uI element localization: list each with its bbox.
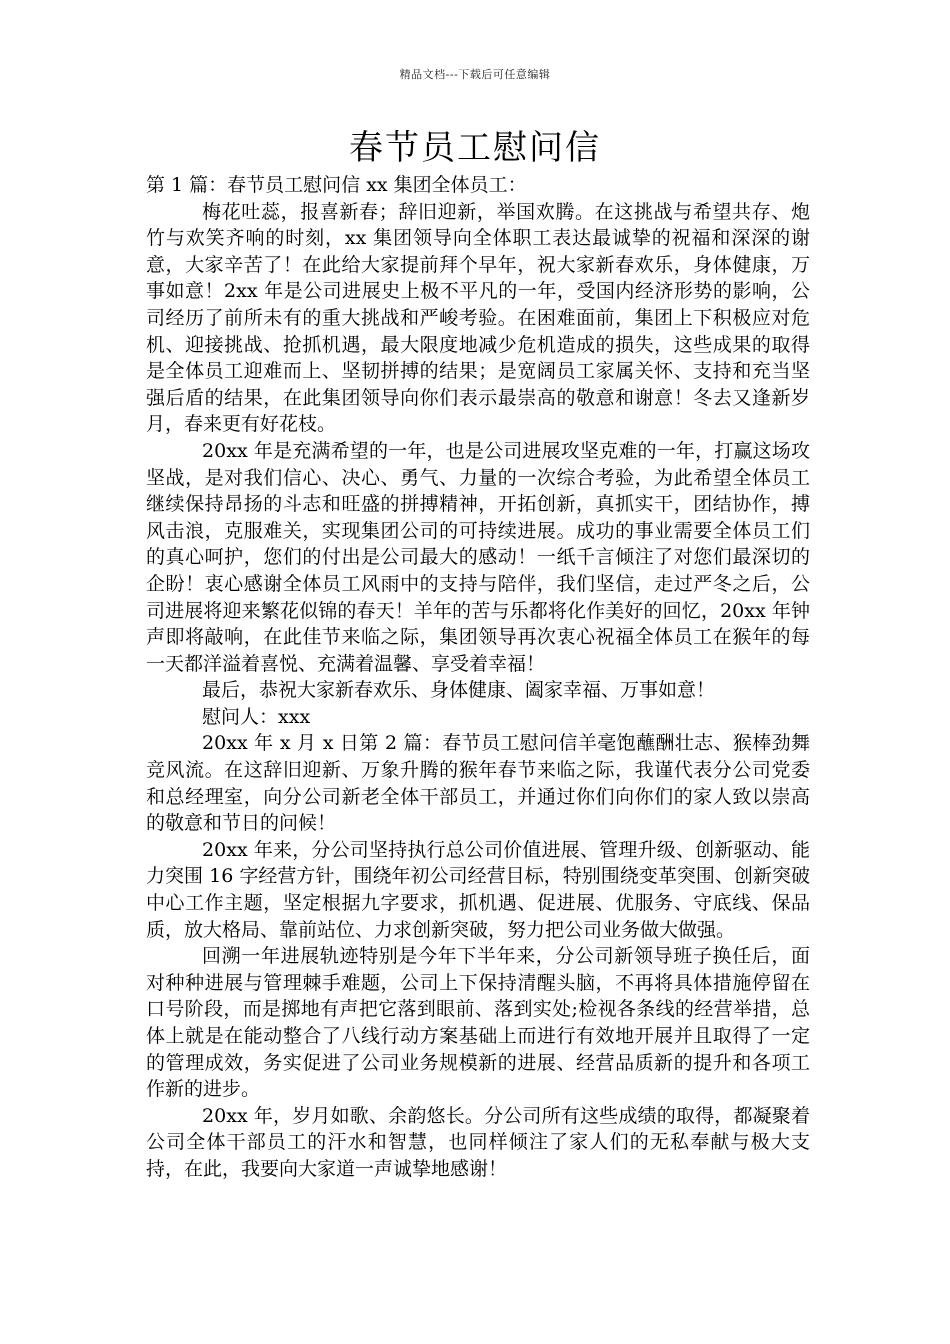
paragraph: 20xx 年 x 月 x 日第 2 篇：春节员工慰问信羊毫饱蘸酬壮志、猴棒劲舞竞风流。在这辞旧迎新、万象升腾的猴年春节来临之际，我谨代表分公司党委和总经理室，向分公司新老全体干部员工，并通过你们向你们的家人致以崇高的敬意和节日的问候！: [146, 732, 810, 835]
page-header-note: 精品文档---下载后可任意编辑: [399, 68, 551, 81]
paragraph: 梅花吐蕊，报喜新春；辞旧迎新，举国欢腾。在这挑战与希望共存、炮竹与欢笑齐响的时刻，xx 集团领导向全体职工表达最诚挚的祝福和深深的谢意，大家辛苦了！在此给大家提前拜个早年，祝大家新春欢乐，身体健康，万事如意！2xx 年是公司进展史上极不平凡的一年，受国内经济形势的影响，公司经历了前所未有的重大挑战和严峻考验。在困难面前，集团上下积极应对危机、迎接挑战、抢抓机遇，最大限度地减少危机造成的损失，这些成果的取得是全体员工迎难而上、坚韧拼搏的结果；是宽阔员工家属关怀、支持和充当坚强后盾的结果，在此集团领导向你们表示最崇高的敬意和谢意！冬去又逢新岁月，春来更有好花枝。: [146, 200, 810, 436]
signature-line: 慰问人：xxx: [202, 705, 311, 728]
document-title: 春节员工慰问信: [349, 128, 601, 168]
paragraph-intro-line: 第 1 篇：春节员工慰问信 xx 集团全体员工：: [146, 174, 527, 196]
document-body: [146, 172, 810, 1183]
paragraph: 20xx 年来，分公司坚持执行总公司价值进展、管理升级、创新驱动、能力突围 16 字经营方针，围绕年初公司经营目标，特别围绕变革突围、创新突破中心工作主题，坚定根据九字要求，抓机遇、促进展、优服务、守底线、保品质，放大格局、靠前站位、力求创新突破，努力把公司业务做大做强。: [146, 838, 810, 941]
paragraph: 回溯一年进展轨迹特别是今年下半年来，分公司新领导班子换任后，面对种种进展与管理棘手难题，公司上下保持清醒头脑，不再将具体措施停留在口号阶段，而是掷地有声把它落到眼前、落到实处;检视各条线的经营举措，总体上就是在能动整合了八线行动方案基础上而进行有效地开展并且取得了一定的管理成效，务实促进了公司业务规模新的进展、经营品质新的提升和各项工作新的进步。: [146, 945, 810, 1101]
paragraph: 20xx 年是充满希望的一年，也是公司进展攻坚克难的一年，打赢这场攻坚战，是对我们信心、决心、勇气、力量的一次综合考验，为此希望全体员工继续保持昂扬的斗志和旺盛的拼搏精神，开拓创新，真抓实干，团结协作，搏风击浪，克服难关，实现集团公司的可持续进展。成功的事业需要全体员工们的真心呵护，您们的付出是公司最大的感动！一纸千言倾注了对您们最深切的企盼！衷心感谢全体员工风雨中的支持与陪伴，我们坚信，走过严冬之后，公司进展将迎来繁花似锦的春天！羊年的苦与乐都将化作美好的回忆，20xx 年钟声即将敲响，在此佳节来临之际，集团领导再次衷心祝福全体员工在猴年的每一天都洋溢着喜悦、充满着温馨、享受着幸福！: [146, 439, 810, 675]
closing-wishes: 最后，恭祝大家新春欢乐、身体健康、阖家幸福、万事如意！: [202, 679, 716, 702]
paragraph: 20xx 年，岁月如歌、余韵悠长。分公司所有这些成绩的取得，都凝聚着公司全体干部员工的汗水和智慧，也同样倾注了家人们的无私奉献与极大支持，在此，我要向大家道一声诚挚地感谢！: [146, 1104, 810, 1180]
